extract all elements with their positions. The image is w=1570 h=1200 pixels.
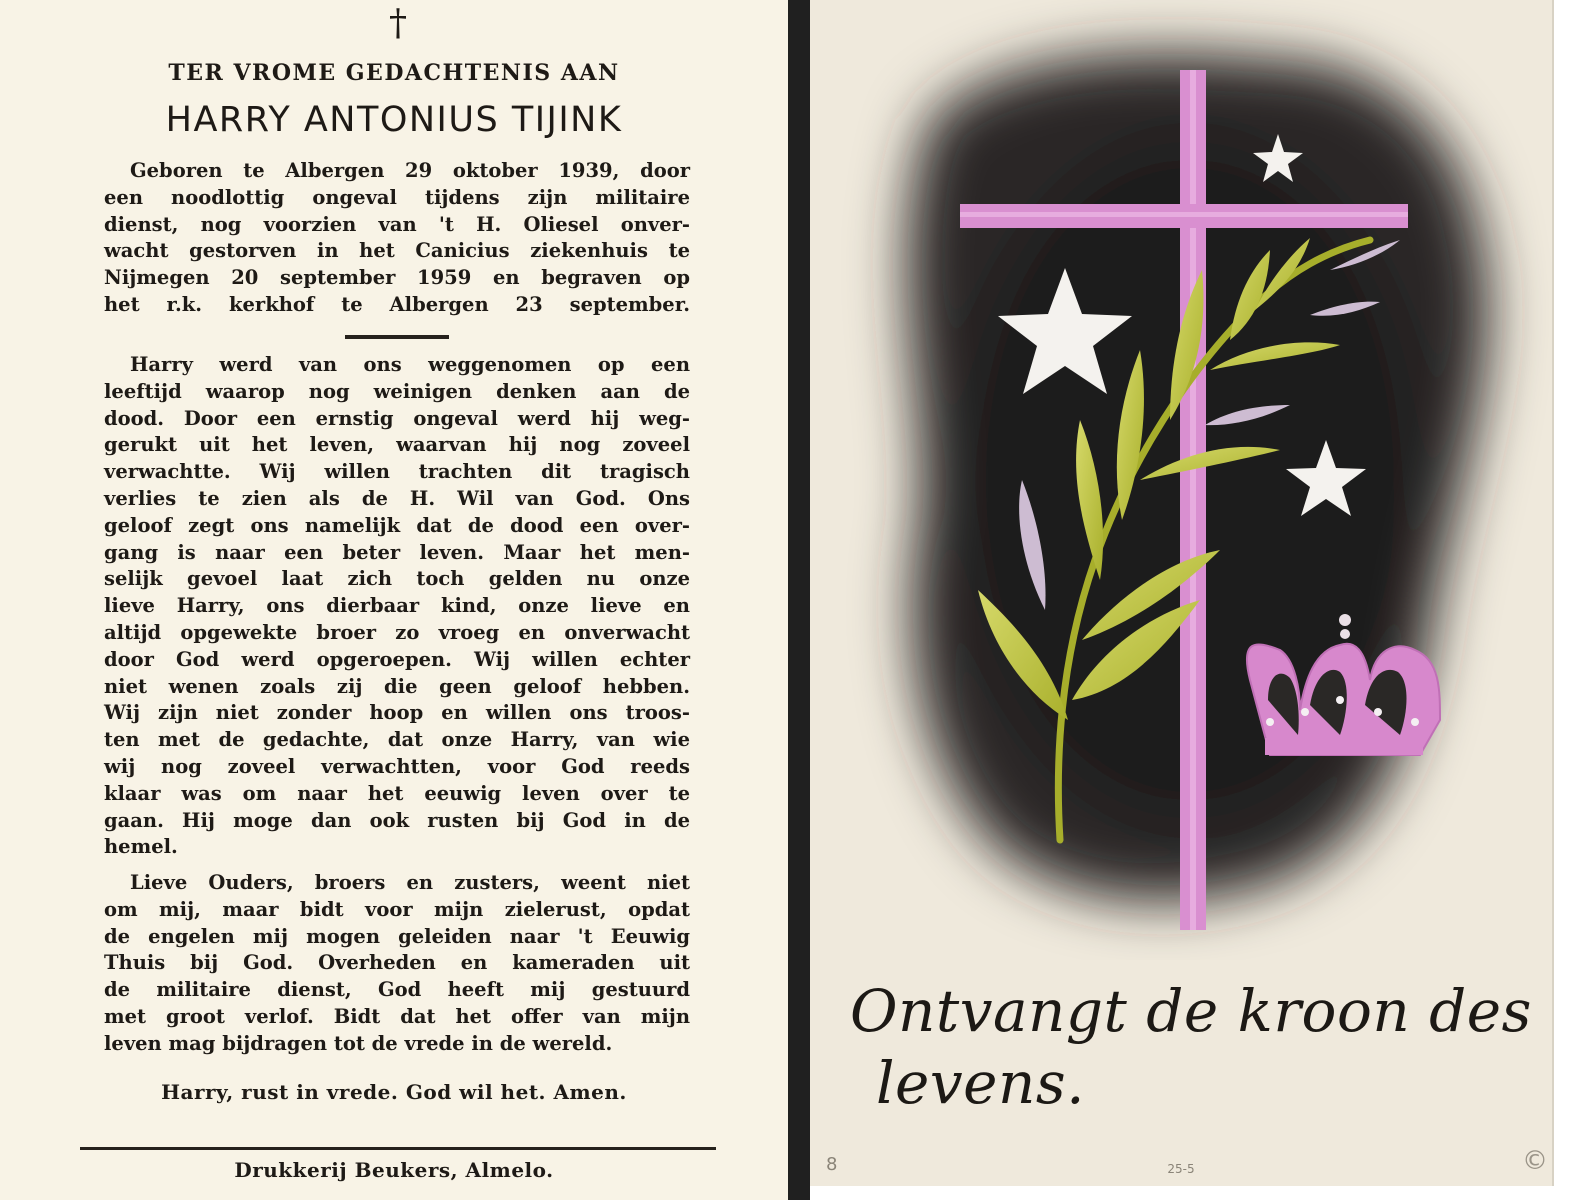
card-code: 25-5 (1167, 1162, 1195, 1176)
text-line: door God werd opgeroepen. Wij willen echter (104, 647, 690, 671)
text-line: de engelen mij mogen geleiden naar 't Eeuwig (104, 924, 690, 948)
printer-mark: 8 (826, 1154, 838, 1175)
text-line: niet wenen zoals zij die geen geloof hebben. (104, 674, 690, 698)
text-line: Nijmegen 20 september 1959 en begraven op (104, 266, 690, 290)
text-line: ten met de gedachte, dat onze Harry, van wie (104, 728, 690, 752)
text-line: dood. Door een ernstig ongeval werd hij weg- (104, 406, 690, 430)
deceased-name: HARRY ANTONIUS TIJINK (165, 100, 623, 140)
divider (80, 1147, 716, 1150)
text-line: een noodlottig ongeval tijdens zijn militaire (104, 185, 690, 209)
text-line: altijd opgewekte broer zo vroeg en onverwacht (104, 620, 690, 644)
motto-line: levens. (876, 1049, 1086, 1117)
text-line: met groot verlof. Bidt dat het offer van mijn (104, 1004, 690, 1028)
text-line: Geboren te Albergen 29 oktober 1939, door (130, 159, 690, 182)
farewell-paragraph (104, 870, 690, 1058)
text-line: gaan. Hij moge dan ook rusten bij God in de (104, 808, 690, 832)
text-line: leven mag bijdragen tot de vrede in de wereld. (104, 1031, 613, 1055)
printer-credit: Drukkerij Beukers, Almelo. (234, 1158, 554, 1182)
text-line: selijk gevoel laat zich toch gelden nu onze (104, 567, 690, 591)
text-line: Wij zijn niet zonder hoop en willen ons troos- (104, 701, 690, 725)
text-line: verwachtte. Wij willen trachten dit tragisch (104, 460, 690, 484)
card-illustration (810, 0, 1552, 960)
text-line: dienst, nog voorzien van 't H. Oliesel onver- (104, 212, 690, 236)
text-line: gerukt uit het leven, waarvan hij nog zoveel (104, 433, 690, 457)
text-line: verlies te zien als de H. Wil van God. Ons (104, 486, 690, 510)
text-line: wacht gestorven in het Canicius ziekenhuis te (104, 239, 690, 263)
cross-icon: † (389, 3, 407, 44)
card-motto (850, 975, 1550, 1119)
text-line: Thuis bij God. Overheden en kameraden uit (104, 951, 690, 975)
text-line: gang is naar een beter leven. Maar het men- (104, 540, 690, 564)
text-line: de militaire dienst, God heeft mij gestuurd (104, 978, 690, 1002)
divider (345, 335, 449, 339)
card-edge (788, 0, 810, 1200)
text-line: het r.k. kerkhof te Albergen 23 september. (104, 292, 690, 316)
text-line: klaar was om naar het eeuwig leven over te (104, 781, 690, 805)
text-line: lieve Harry, ons dierbaar kind, onze lieve en (104, 594, 690, 618)
copyright-mark: © (1522, 1146, 1548, 1176)
motto-line: Ontvangt de kroon des (850, 977, 1532, 1045)
text-line: leeftijd waarop nog weinigen denken aan de (104, 379, 690, 403)
holy-card (810, 0, 1554, 1186)
text-line: Lieve Ouders, broers en zusters, weent niet (130, 871, 690, 894)
memorial-heading: TER VROME GEDACHTENIS AAN (168, 60, 620, 86)
text-line: hemel. (104, 835, 178, 859)
reflection-paragraph (104, 352, 690, 861)
text-line: geloof zegt ons namelijk dat de dood een over- (104, 513, 690, 537)
illustrated-card-page (788, 0, 1570, 1200)
text-line: Harry werd van ons weggenomen op een (130, 353, 690, 376)
text-line: wij nog zoveel verwachtten, voor God reeds (104, 754, 690, 778)
closing-prayer: Harry, rust in vrede. God wil het. Amen. (161, 1080, 627, 1104)
text-line: om mij, maar bidt voor mijn zielerust, opdat (104, 897, 690, 921)
biography-paragraph (104, 158, 690, 319)
